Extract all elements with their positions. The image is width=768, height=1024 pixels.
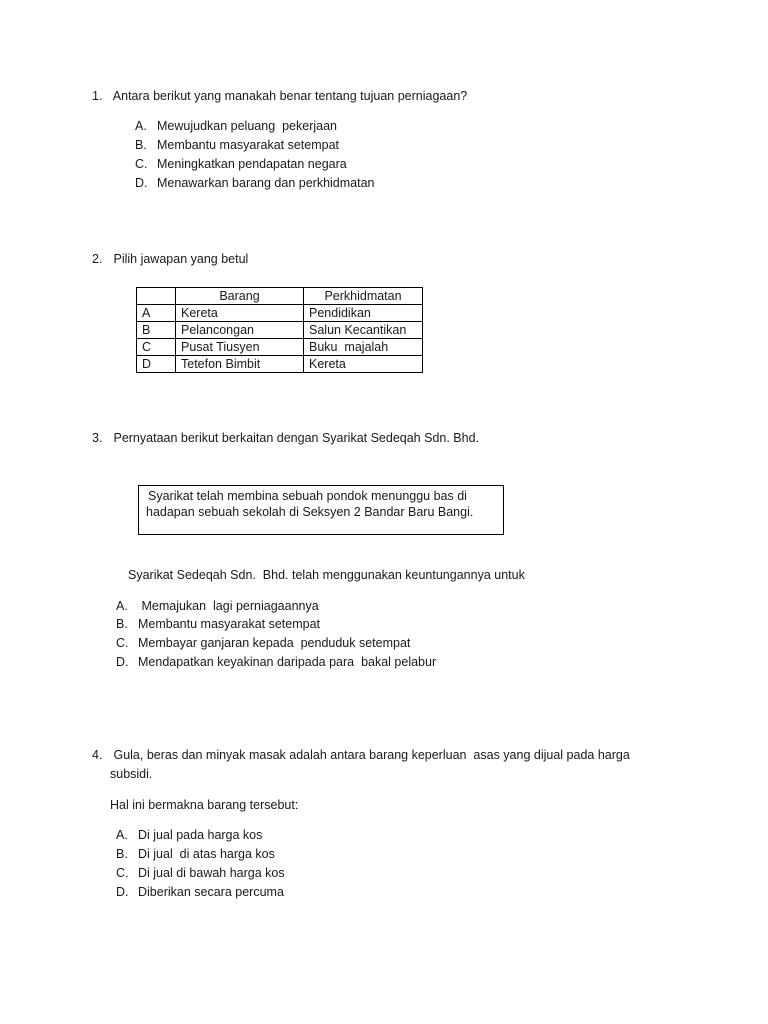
option-c xyxy=(116,635,410,651)
option-text: Membayar ganjaran kepada penduduk setempat xyxy=(138,636,411,650)
option-text: Di jual di bawah harga kos xyxy=(138,866,285,880)
option-text: Mendapatkan keyakinan daripada para bakal pelabur xyxy=(138,655,437,669)
table-header-row xyxy=(137,288,423,305)
table-cell: A xyxy=(137,305,176,322)
option-letter: C. xyxy=(116,866,129,880)
table-header-cell xyxy=(137,288,176,305)
table-cell: Kereta xyxy=(304,356,423,373)
question-text-continued: subsidi. xyxy=(110,767,153,781)
option-b xyxy=(135,137,339,153)
option-b xyxy=(116,846,275,862)
table-row xyxy=(137,339,423,356)
table-header-cell: Perkhidmatan xyxy=(304,288,423,305)
question-text: Pilih jawapan yang betul xyxy=(113,252,249,266)
option-c xyxy=(116,865,285,881)
question-1 xyxy=(92,88,467,104)
option-letter: D. xyxy=(116,885,129,899)
option-letter: C. xyxy=(135,157,148,171)
option-text: Di jual pada harga kos xyxy=(138,828,263,842)
table-cell: Pendidikan xyxy=(304,305,423,322)
question-text: Gula, beras dan minyak masak adalah antara barang keperluan asas yang dijual pada harga xyxy=(113,748,630,762)
option-c xyxy=(135,156,347,172)
option-text: Menawarkan barang dan perkhidmatan xyxy=(157,176,375,190)
option-a xyxy=(135,118,337,134)
table-cell: Pusat Tiusyen xyxy=(176,339,304,356)
option-text: Diberikan secara percuma xyxy=(138,885,284,899)
option-text: Di jual di atas harga kos xyxy=(138,847,275,861)
option-text: Membantu masyarakat setempat xyxy=(138,617,321,631)
option-letter: A. xyxy=(135,119,147,133)
option-letter: C. xyxy=(116,636,129,650)
question-number: 4. xyxy=(92,748,103,762)
question-text: Pernyataan berikut berkaitan dengan Syarikat Sedeqah Sdn. Bhd. xyxy=(113,431,480,445)
question-2 xyxy=(92,251,248,267)
question-3 xyxy=(92,430,479,446)
table-cell: Buku majalah xyxy=(304,339,423,356)
option-letter: B. xyxy=(135,138,147,152)
option-a xyxy=(116,598,319,614)
table-cell: Kereta xyxy=(176,305,304,322)
option-text: Memajukan lagi perniagaannya xyxy=(138,599,319,613)
option-letter: A. xyxy=(116,599,128,613)
answer-table xyxy=(136,287,423,373)
option-letter: B. xyxy=(116,847,128,861)
question-number: 1. xyxy=(92,89,103,103)
statement-box xyxy=(138,485,504,535)
question-number: 3. xyxy=(92,431,103,445)
option-a xyxy=(116,827,262,843)
statement-line: Syarikat telah membina sebuah pondok menunggu bas di xyxy=(148,489,467,503)
table-row xyxy=(137,305,423,322)
option-letter: B. xyxy=(116,617,128,631)
option-d xyxy=(116,654,436,670)
option-letter: A. xyxy=(116,828,128,842)
table-cell: C xyxy=(137,339,176,356)
question-stem: Hal ini bermakna barang tersebut: xyxy=(110,798,299,812)
question-4 xyxy=(92,747,630,763)
table-header-cell: Barang xyxy=(176,288,304,305)
table-cell: D xyxy=(137,356,176,373)
option-d xyxy=(135,175,375,191)
option-text: Mewujudkan peluang pekerjaan xyxy=(157,119,337,133)
option-letter: D. xyxy=(135,176,148,190)
option-text: Membantu masyarakat setempat xyxy=(157,138,340,152)
table-cell: Salun Kecantikan xyxy=(304,322,423,339)
option-text: Meningkatkan pendapatan negara xyxy=(157,157,347,171)
table-cell: B xyxy=(137,322,176,339)
table-row xyxy=(137,322,423,339)
option-letter: D. xyxy=(116,655,129,669)
question-number: 2. xyxy=(92,252,103,266)
table-cell: Tetefon Bimbit xyxy=(176,356,304,373)
question-text: Antara berikut yang manakah benar tentang tujuan perniagaan? xyxy=(112,89,468,103)
option-d xyxy=(116,884,284,900)
question-stem: Syarikat Sedeqah Sdn. Bhd. telah menggunakan keuntungannya untuk xyxy=(128,568,525,582)
table-row xyxy=(137,356,423,373)
statement-line: hadapan sebuah sekolah di Seksyen 2 Bandar Baru Bangi. xyxy=(146,505,474,519)
table-cell: Pelancongan xyxy=(176,322,304,339)
option-b xyxy=(116,616,320,632)
